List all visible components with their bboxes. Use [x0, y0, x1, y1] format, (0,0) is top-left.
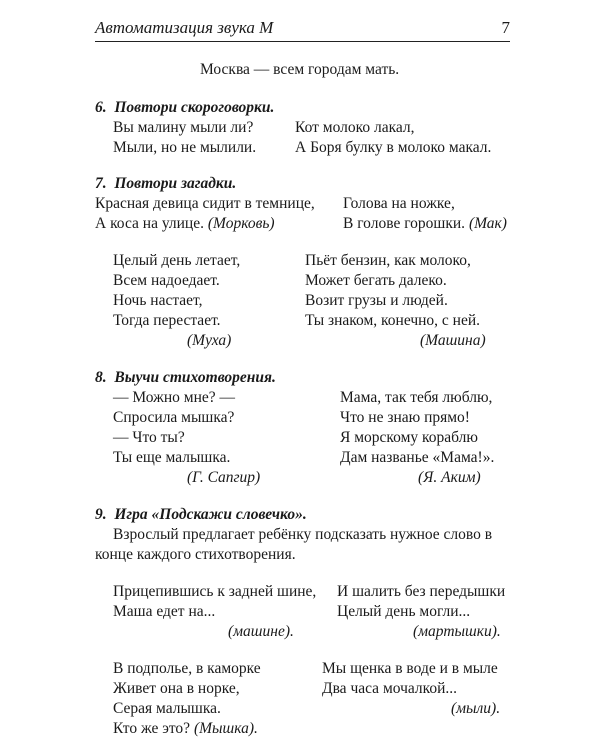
verse-line: Мама, так тебя люблю, [340, 389, 493, 406]
verse-line: Я морскому кораблю [340, 429, 478, 446]
verse-line: Тогда перестает. [113, 312, 221, 329]
riddle-answer: (Мак) [468, 215, 507, 232]
verse-line: Красная девица сидит в темнице, [95, 195, 315, 212]
section-number: 9. [95, 506, 107, 523]
section-title: Выучи стихотворения. [114, 369, 276, 386]
verse-line: Спросила мышка? [113, 409, 235, 426]
proverb: Москва — всем городам мать. [200, 61, 400, 78]
section-title: Повтори скороговорки. [114, 99, 275, 116]
verse-line: Возит грузы и людей. [305, 292, 448, 309]
section-number: 8. [95, 369, 107, 386]
word-answer: (Мышка). [193, 720, 258, 737]
verse-line: А Боря булку в молоко макал. [295, 139, 492, 156]
poem-author: (Г. Сапгир) [187, 469, 261, 486]
verse-line: Голова на ножке, [343, 195, 455, 212]
instruction-line: конце каждого стихотворения. [95, 546, 296, 563]
section-number: 6. [95, 99, 107, 116]
section-title: Игра «Подскажи словечко». [114, 506, 307, 523]
verse-line: Ты знаком, конечно, с ней. [305, 312, 481, 329]
verse-line: Целый день могли... [337, 603, 471, 620]
verse-line: В голове горошки. (Мак) [343, 215, 507, 232]
verse-line: Маша едет на... [113, 603, 216, 620]
section-number: 7. [95, 175, 107, 192]
riddle-answer: (Машина) [420, 332, 486, 349]
verse-line: Дам названье «Мама!». [340, 449, 495, 466]
riddle-answer: (Морковь) [207, 215, 275, 232]
running-header [95, 16, 510, 42]
verse-line: Что не знаю прямо! [340, 409, 470, 426]
section-heading [95, 100, 274, 116]
verse-line: Может бегать далеко. [305, 272, 447, 289]
verse-line: Ночь настает, [113, 292, 203, 309]
verse-line: Кто же это? (Мышка). [113, 720, 258, 737]
verse-line: Вы малину мыли ли? [113, 119, 254, 136]
verse-line: Пьёт бензин, как молоко, [305, 252, 471, 269]
word-answer: (мыли). [451, 700, 501, 717]
verse-line: Всем надоедает. [113, 272, 220, 289]
riddle-answer: (Муха) [187, 332, 232, 349]
word-answer: (машине). [228, 623, 294, 640]
section-heading [95, 507, 307, 523]
section-heading [95, 370, 276, 386]
verse-line: Живет она в норке, [113, 680, 240, 697]
verse-line: Серая малышка. [113, 700, 221, 717]
verse-line: И шалить без передышки [337, 583, 506, 600]
verse-line: А коса на улице. (Морковь) [95, 215, 275, 232]
header-title: Автоматизация звука М [95, 18, 274, 37]
page-number: 7 [501, 18, 510, 37]
verse-line: — Можно мне? — [113, 389, 236, 406]
verse-line: Кот молоко лакал, [295, 119, 415, 136]
verse-line: Два часа мочалкой... [322, 680, 458, 697]
verse-line: Ты еще малышка. [113, 449, 231, 466]
verse-line: Мы щенка в воде и в мыле [322, 660, 498, 677]
verse-line: — Что ты? [113, 429, 185, 446]
verse-line: Мыли, но не мылили. [113, 139, 257, 156]
verse-line: Целый день летает, [113, 252, 241, 269]
instruction-line: Взрослый предлагает ребёнку подсказать нужное слово в [113, 526, 493, 543]
section-title: Повтори загадки. [114, 175, 237, 192]
verse-line: Прицепившись к задней шине, [113, 583, 317, 600]
word-answer: (мартышки). [413, 623, 501, 640]
section-heading [95, 176, 236, 192]
verse-line: В подполье, в каморке [113, 660, 261, 677]
poem-author: (Я. Аким) [418, 469, 481, 486]
